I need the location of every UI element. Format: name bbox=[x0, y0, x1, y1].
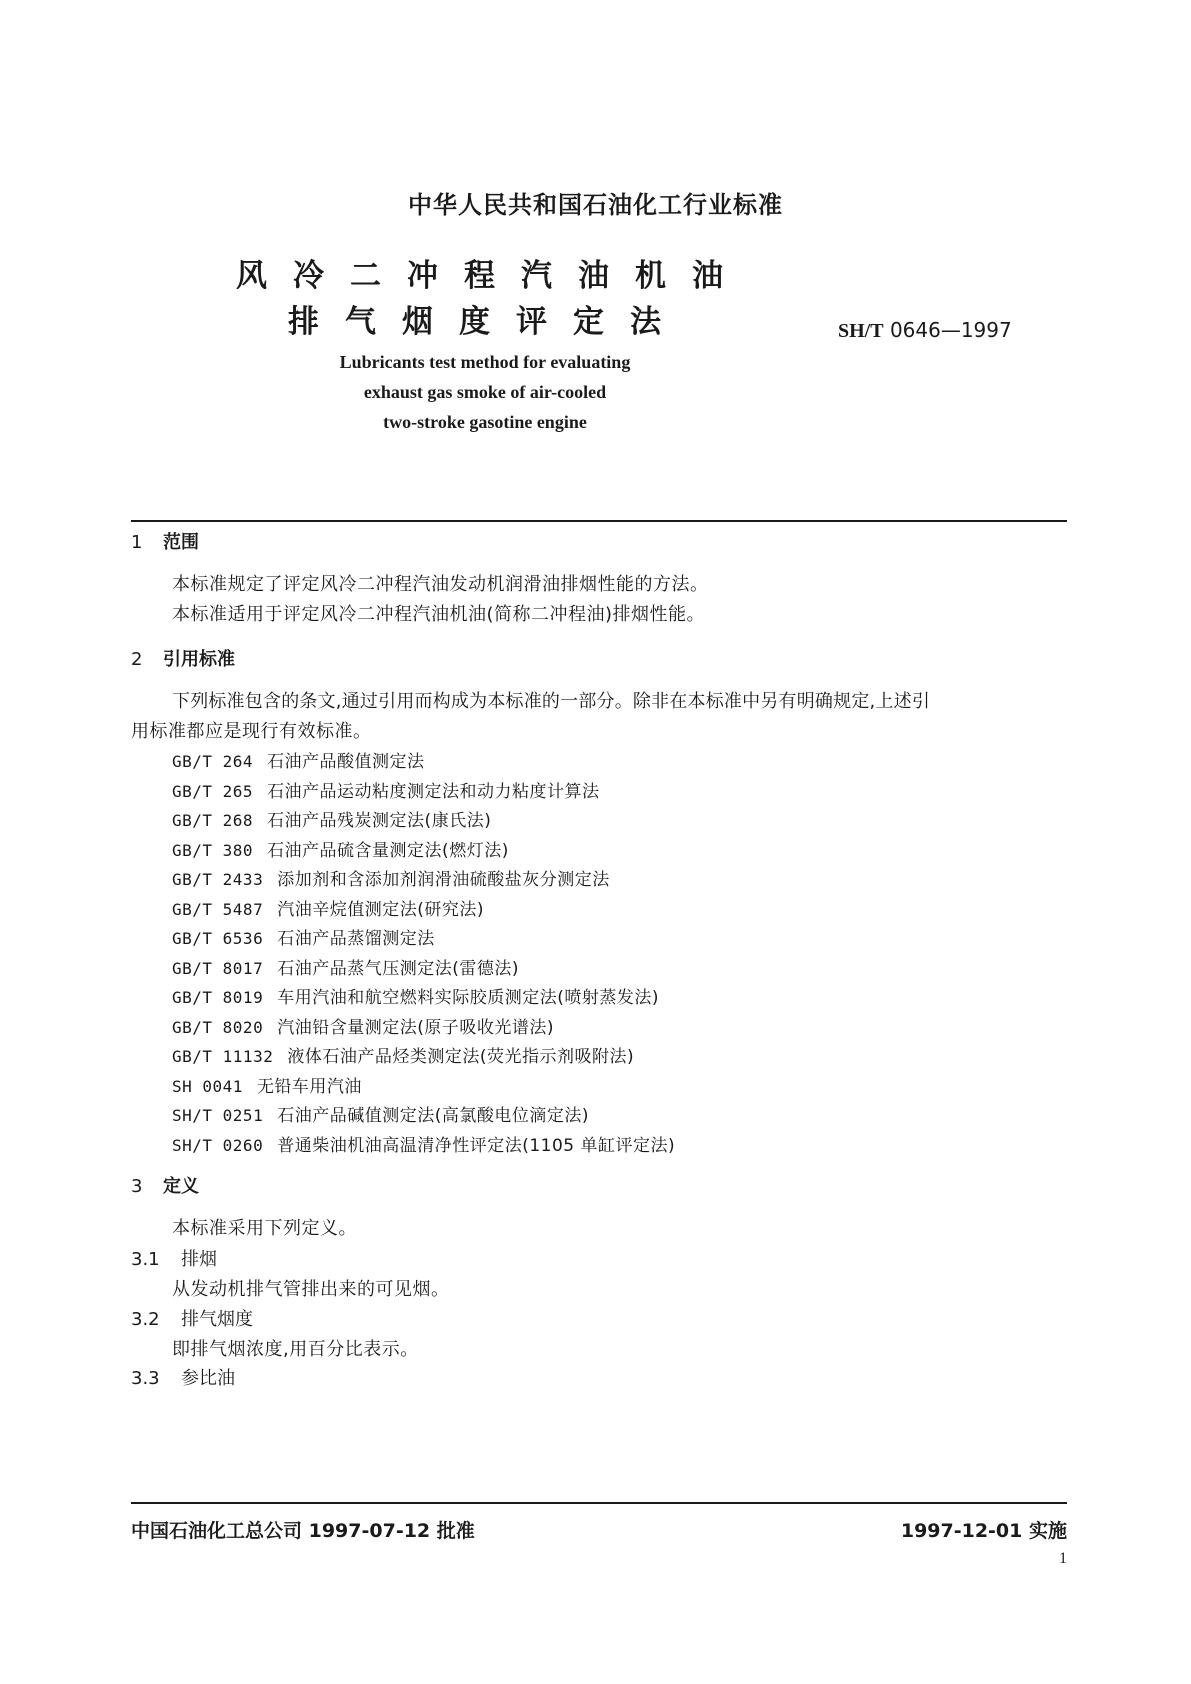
reference-item bbox=[172, 1101, 589, 1126]
title-en-line2: exhaust gas smoke of air-cooled bbox=[363, 382, 607, 402]
section-3-intro: 本标准采用下列定义。 bbox=[172, 1218, 357, 1239]
reference-code: SH/T 0260 bbox=[172, 1135, 264, 1155]
reference-name: 石油产品碱值测定法(高氯酸电位滴定法) bbox=[277, 1106, 589, 1126]
reference-code: GB/T 2433 bbox=[172, 870, 264, 889]
standard-prefix: SH/T bbox=[838, 320, 884, 342]
subsection-3-2-number: 3.2 bbox=[131, 1309, 160, 1330]
page-number: 1 bbox=[1059, 1550, 1067, 1567]
reference-code: GB/T 265 bbox=[172, 781, 254, 801]
section-1-number: 1 bbox=[131, 532, 143, 553]
reference-code: GB/T 268 bbox=[172, 811, 254, 830]
reference-item bbox=[172, 747, 425, 772]
reference-name: 石油产品硫含量测定法(燃灯法) bbox=[267, 840, 509, 861]
reference-item bbox=[172, 865, 610, 890]
subsection-3-2-definition: 即排气烟浓度,用百分比表示。 bbox=[172, 1339, 419, 1360]
reference-code: GB/T 264 bbox=[172, 752, 254, 771]
reference-code: SH 0041 bbox=[172, 1076, 243, 1096]
subsection-3-2-heading bbox=[131, 1305, 253, 1331]
reference-item bbox=[172, 1131, 675, 1156]
footer-divider bbox=[131, 1502, 1067, 1504]
reference-item bbox=[172, 836, 509, 861]
section-2-heading bbox=[131, 645, 235, 671]
reference-code: SH/T 0251 bbox=[172, 1106, 264, 1125]
section-3-heading bbox=[131, 1172, 199, 1198]
section-1-title: 范围 bbox=[163, 532, 199, 553]
reference-name: 车用汽油和航空燃料实际胶质测定法(喷射蒸发法) bbox=[277, 988, 659, 1008]
subsection-3-1-term: 排烟 bbox=[181, 1249, 217, 1270]
reference-name: 石油产品酸值测定法 bbox=[267, 752, 425, 772]
reference-code: GB/T 8019 bbox=[172, 988, 264, 1007]
reference-code: GB/T 8017 bbox=[172, 958, 264, 978]
reference-code: GB/T 5487 bbox=[172, 899, 264, 919]
section-1-heading bbox=[131, 528, 199, 554]
standard-category: 中华人民共和国石油化工行业标准 bbox=[408, 191, 783, 219]
subsection-3-3-term: 参比油 bbox=[181, 1368, 235, 1389]
reference-name: 汽油铅含量测定法(原子吸收光谱法) bbox=[277, 1017, 554, 1038]
reference-name: 无铅车用汽油 bbox=[256, 1076, 362, 1097]
reference-item bbox=[172, 1042, 634, 1067]
title-en-line3: two-stroke gasotine engine bbox=[383, 412, 587, 432]
section-2-intro-line1: 下列标准包含的条文,通过引用而构成为本标准的一部分。除非在本标准中另有明确规定,上述引 bbox=[172, 691, 931, 712]
subsection-3-3-heading bbox=[131, 1364, 235, 1390]
reference-code: GB/T 11132 bbox=[172, 1047, 274, 1066]
subsection-3-1-heading bbox=[131, 1245, 217, 1271]
section-2-intro-line2: 用标准都应是现行有效标准。 bbox=[131, 721, 372, 742]
reference-name: 添加剂和含添加剂润滑油硫酸盐灰分测定法 bbox=[277, 870, 610, 890]
subsection-3-2-term: 排气烟度 bbox=[181, 1309, 253, 1330]
subsection-3-3-number: 3.3 bbox=[131, 1368, 160, 1389]
reference-name: 普通柴油机油高温清净性评定法(1105 单缸评定法) bbox=[277, 1135, 676, 1156]
reference-name: 液体石油产品烃类测定法(荧光指示剂吸附法) bbox=[287, 1047, 635, 1067]
reference-item bbox=[172, 777, 600, 802]
section-1-para-2: 本标准适用于评定风冷二冲程汽油机油(简称二冲程油)排烟性能。 bbox=[172, 604, 706, 625]
reference-name: 石油产品蒸馏测定法 bbox=[277, 929, 435, 949]
standard-number bbox=[838, 318, 1012, 343]
header-divider bbox=[131, 520, 1067, 522]
reference-name: 石油产品残炭测定法(康氏法) bbox=[267, 811, 492, 831]
section-3-number: 3 bbox=[131, 1176, 143, 1197]
reference-item bbox=[172, 1013, 554, 1038]
title-cn-line2: 排气烟度评定法 bbox=[288, 304, 687, 340]
reference-item bbox=[172, 895, 484, 920]
reference-name: 汽油辛烷值测定法(研究法) bbox=[277, 899, 484, 920]
approval-line: 中国石油化工总公司 1997-07-12 批准 bbox=[131, 1520, 475, 1542]
subsection-3-1-definition: 从发动机排气管排出来的可见烟。 bbox=[172, 1279, 450, 1300]
reference-name: 石油产品运动粘度测定法和动力粘度计算法 bbox=[267, 781, 600, 802]
effective-date: 1997-12-01 实施 bbox=[900, 1520, 1067, 1542]
standard-code: 0646—1997 bbox=[889, 318, 1012, 342]
reference-item bbox=[172, 1072, 362, 1097]
reference-item bbox=[172, 806, 491, 831]
section-3-title: 定义 bbox=[163, 1176, 199, 1197]
title-cn-line1: 风冷二冲程汽油机油 bbox=[236, 258, 749, 294]
reference-code: GB/T 6536 bbox=[172, 929, 264, 948]
reference-name: 石油产品蒸气压测定法(雷德法) bbox=[277, 958, 519, 979]
section-2-number: 2 bbox=[131, 649, 143, 670]
section-2-title: 引用标准 bbox=[163, 649, 235, 670]
reference-code: GB/T 380 bbox=[172, 840, 254, 860]
section-1-para-1: 本标准规定了评定风冷二冲程汽油发动机润滑油排烟性能的方法。 bbox=[172, 574, 709, 595]
reference-item bbox=[172, 983, 659, 1008]
reference-item bbox=[172, 954, 519, 979]
subsection-3-1-number: 3.1 bbox=[131, 1249, 160, 1270]
title-en-line1: Lubricants test method for evaluating bbox=[339, 352, 631, 372]
reference-code: GB/T 8020 bbox=[172, 1017, 264, 1037]
reference-item bbox=[172, 924, 435, 949]
